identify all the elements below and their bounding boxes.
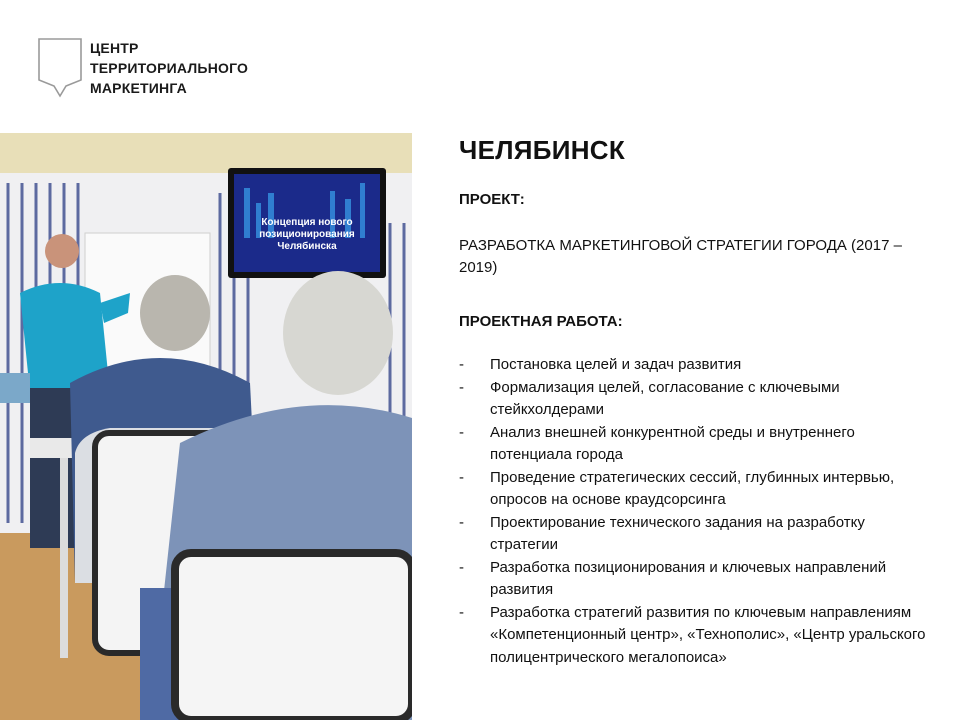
list-item: [459, 557, 929, 602]
event-photo: [0, 133, 412, 720]
project-info: [459, 133, 929, 669]
list-item-text: Проектирование технического задания на разработку стратегии: [490, 513, 865, 553]
bullet-dash: -: [459, 378, 464, 396]
list-item-text: Анализ внешней конкурентной среды и внутреннего потенциала города: [490, 423, 855, 463]
work-label: ПРОЕКТНАЯ РАБОТА:: [459, 313, 623, 330]
bullet-dash: -: [459, 423, 464, 441]
bullet-dash: -: [459, 356, 464, 373]
list-item-text: Разработка позиционирования и ключевых направлений развития: [490, 558, 887, 598]
bullet-dash: -: [459, 603, 464, 621]
tv-screen: [228, 168, 386, 278]
work-list: [459, 354, 929, 669]
list-item: [459, 422, 929, 467]
list-item: [459, 602, 929, 670]
screen-line: Концепция нового: [261, 217, 353, 228]
city-title: ЧЕЛЯБИНСК: [459, 135, 626, 165]
screen-line: позиционирования: [259, 229, 355, 240]
shield-outline-icon: [36, 36, 84, 98]
list-item-text: Разработка стратегий развития по ключевым направлениям «Компетенционный центр», «Технополис», «Центр уральского полицентрического мегалопоиса»: [490, 603, 926, 666]
logo-line: ЦЕНТР: [90, 40, 139, 56]
bullet-dash: -: [459, 558, 464, 576]
list-item-text: Постановка целей и задач развития: [490, 356, 742, 373]
list-item-text: Проведение стратегических сессий, глубинных интервью, опросов на основе краудсорсинга: [490, 468, 895, 508]
bullet-dash: -: [459, 468, 464, 486]
logo-line: МАРКЕТИНГА: [90, 80, 187, 96]
list-item: [459, 467, 929, 512]
logo: [36, 34, 296, 104]
bullet-dash: -: [459, 513, 464, 531]
list-item-text: Формализация целей, согласование с ключевыми стейкхолдерами: [490, 378, 840, 418]
screen-line: Челябинска: [277, 241, 337, 252]
list-item: [459, 377, 929, 422]
project-label: ПРОЕКТ:: [459, 191, 525, 208]
logo-line: ТЕРРИТОРИАЛЬНОГО: [90, 60, 249, 76]
list-item: [459, 512, 929, 557]
project-title: РАЗРАБОТКА МАРКЕТИНГОВОЙ СТРАТЕГИИ ГОРОДА (2017 – 2019): [459, 237, 902, 276]
logo-text: [90, 38, 248, 98]
list-item: [459, 354, 929, 377]
